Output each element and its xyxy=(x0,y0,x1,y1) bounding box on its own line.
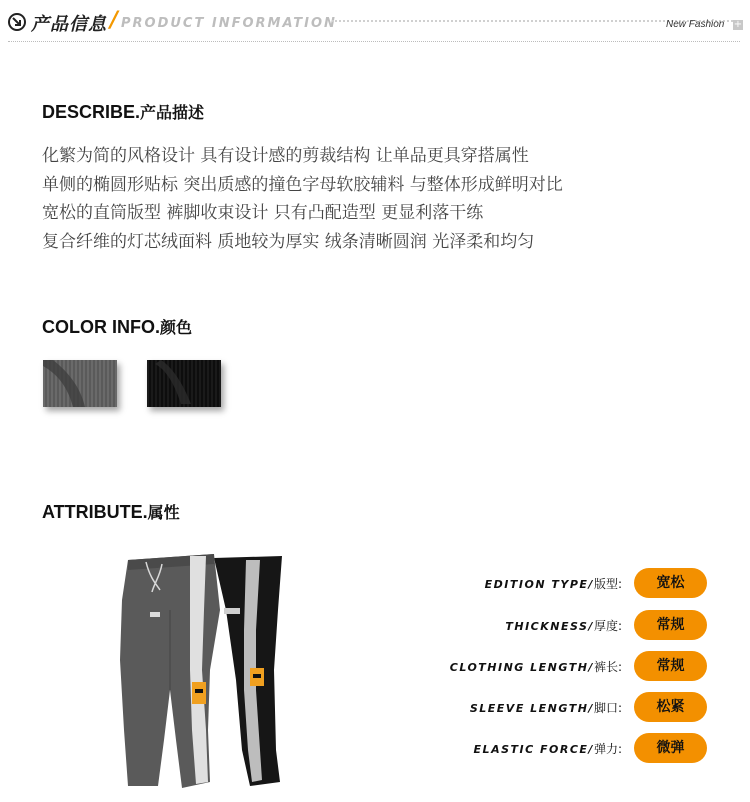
describe-text xyxy=(42,142,563,256)
attribute-label-zh: 版型: xyxy=(593,577,622,591)
attribute-value-badge: 宽松 xyxy=(634,568,707,598)
section-header xyxy=(0,0,750,44)
attribute-title-zh: 属性 xyxy=(147,503,180,522)
attribute-value-badge: 微弹 xyxy=(634,733,707,763)
attribute-title-en: ATTRIBUTE. xyxy=(42,502,148,522)
header-divider xyxy=(8,41,740,42)
attribute-label-en: CLOTHING LENGTH/ xyxy=(449,661,594,674)
pants-product-image xyxy=(110,550,310,790)
describe-title-zh: 产品描述 xyxy=(140,103,205,122)
attribute-label-zh: 裤长: xyxy=(593,660,622,674)
describe-line: 宽松的直筒版型 裤脚收束设计 只有凸配造型 更显利落干练 xyxy=(42,203,484,223)
attribute-row-thickness xyxy=(430,610,710,640)
attribute-label-en: EDITION TYPE/ xyxy=(484,578,594,591)
color-swatch-gray[interactable] xyxy=(43,360,117,407)
arrow-circle-icon xyxy=(8,13,26,31)
describe-title-en: DESCRIBE. xyxy=(42,102,141,122)
color-swatch-black[interactable] xyxy=(147,360,221,407)
attribute-label xyxy=(474,740,622,757)
color-info-title-en: COLOR INFO. xyxy=(42,317,160,337)
attribute-label-zh: 脚口: xyxy=(593,701,622,715)
attribute-label xyxy=(470,699,622,716)
attribute-label xyxy=(485,575,622,592)
attribute-value-badge: 常规 xyxy=(634,651,707,681)
attribute-row-clothing-length xyxy=(430,651,710,681)
attribute-row-elastic-force xyxy=(430,733,710,763)
attribute-title xyxy=(42,500,180,523)
describe-line: 单侧的椭圆形贴标 突出质感的撞色字母软胶辅料 与整体形成鲜明对比 xyxy=(42,174,563,195)
attribute-label xyxy=(450,658,622,675)
attribute-label-zh: 厚度: xyxy=(593,619,622,633)
attribute-label-en: SLEEVE LENGTH/ xyxy=(469,702,594,715)
color-info-title-zh: 颜色 xyxy=(160,318,193,337)
describe-title xyxy=(42,100,204,123)
attribute-label-zh: 弹力: xyxy=(593,742,622,756)
attribute-value-badge: 常规 xyxy=(634,610,707,640)
describe-line: 复合纤维的灯芯绒面料 质地较为厚实 绒条清晰圆润 光泽柔和均匀 xyxy=(42,231,535,252)
attribute-value-badge: 松紧 xyxy=(634,692,707,722)
header-title: 产品信息 xyxy=(31,14,107,35)
describe-line: 化繁为简的风格设计 具有设计感的剪裁结构 让单品更具穿搭属性 xyxy=(42,146,529,166)
attribute-label xyxy=(505,617,622,634)
attribute-label-en: THICKNESS/ xyxy=(505,620,594,633)
attribute-row-edition-type xyxy=(430,568,710,598)
attribute-label-en: ELASTIC FORCE/ xyxy=(473,743,594,756)
header-slash: / xyxy=(110,8,119,33)
new-fashion-label: New Fashion xyxy=(666,19,725,30)
attribute-row-sleeve-length xyxy=(430,692,710,722)
plus-icon: + xyxy=(733,19,743,30)
color-info-title xyxy=(42,315,192,338)
header-subtitle: PRODUCT INFORMATION xyxy=(121,16,337,31)
